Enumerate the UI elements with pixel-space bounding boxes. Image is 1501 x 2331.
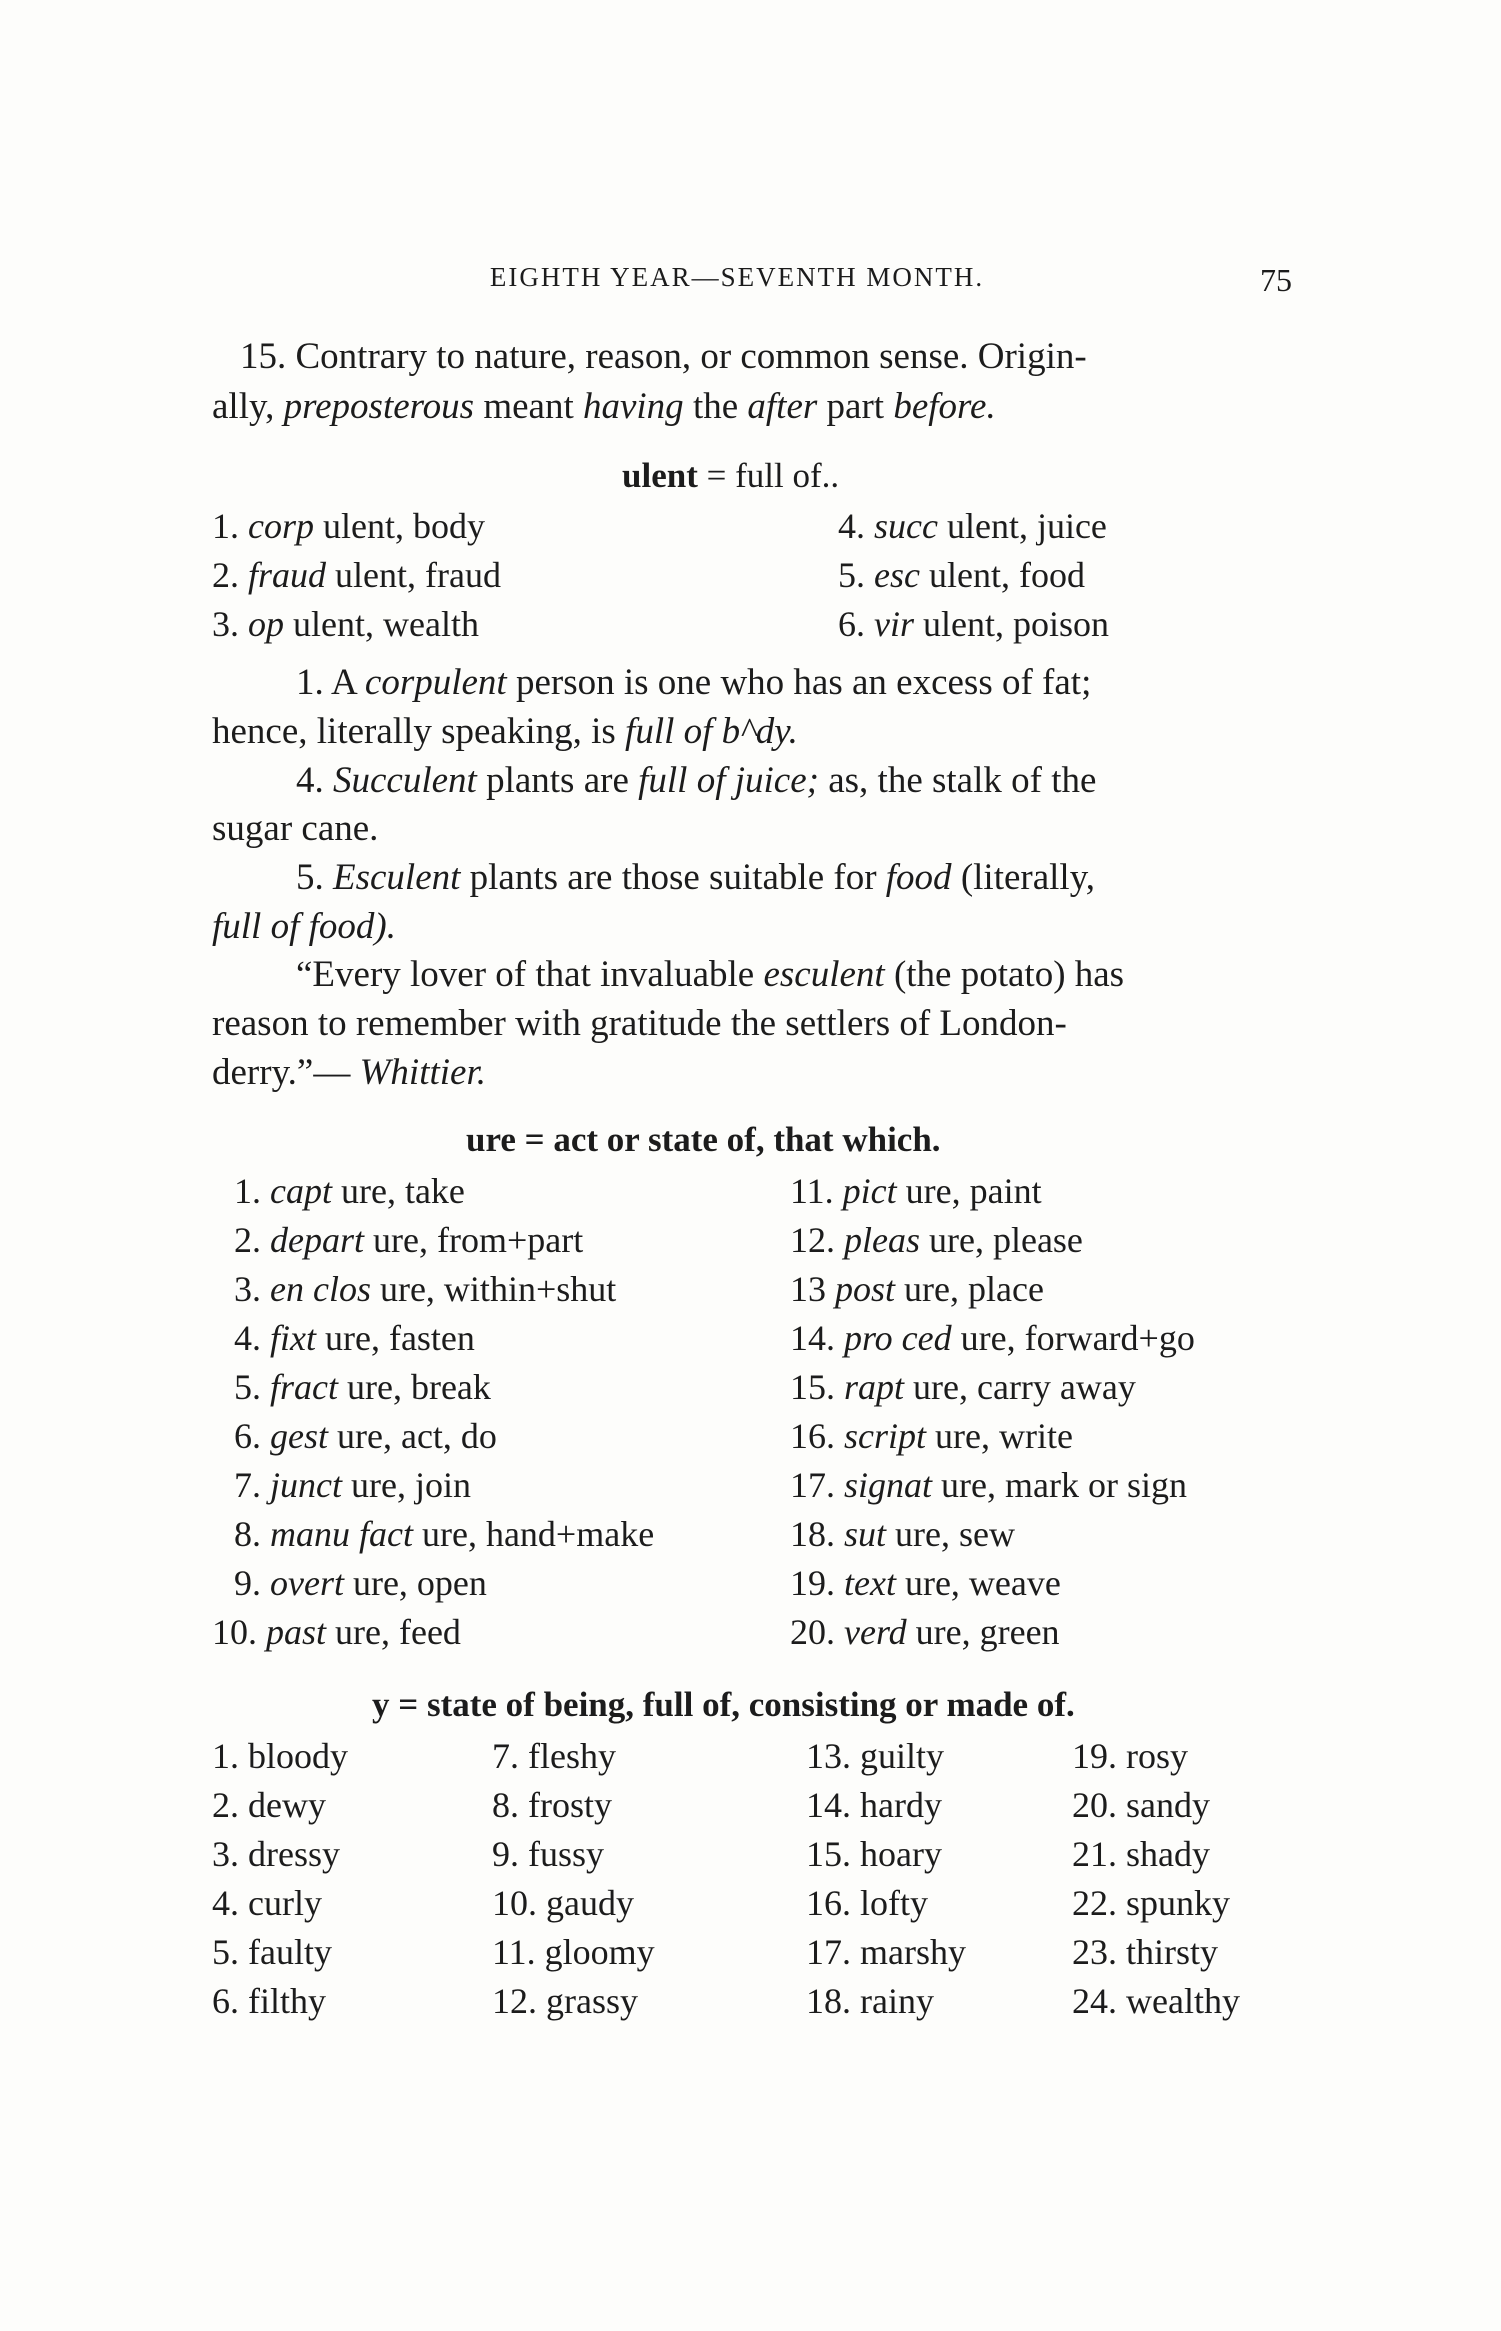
- ulent-note-4-line-2: sugar cane.: [212, 808, 379, 849]
- ulent-note-5-line-2: full of food).: [212, 906, 396, 947]
- y-item: 11. gloomy: [492, 1932, 655, 1972]
- ure-item: 2. depart ure, from+part: [234, 1220, 584, 1260]
- ulent-note-4-line-1: 4. Succulent plants are full of juice; as, the stalk of the: [296, 760, 1097, 801]
- y-item: 5. faulty: [212, 1932, 332, 1972]
- note-15-line-1: 15. Contrary to nature, reason, or common sense. Origin-: [240, 336, 1087, 377]
- ure-item: 4. fixt ure, fasten: [234, 1318, 475, 1358]
- quote-line-3: derry.”— Whittier.: [212, 1052, 487, 1093]
- ure-item: 11. pict ure, paint: [790, 1171, 1042, 1211]
- ure-heading: ure = act or state of, that which.: [466, 1120, 941, 1159]
- quote-line-1: “Every lover of that invaluable esculent (the potato) has: [296, 954, 1125, 995]
- ulent-item: 6. vir ulent, poison: [838, 604, 1109, 644]
- ure-item: 7. junct ure, join: [234, 1465, 471, 1505]
- y-item: 7. fleshy: [492, 1736, 616, 1776]
- ure-item: 3. en clos ure, within+shut: [234, 1269, 617, 1309]
- ulent-heading: ulent = full of..: [622, 456, 840, 495]
- y-item: 15. hoary: [806, 1834, 942, 1874]
- note-15-line-2: ally, preposterous meant having the after part before.: [212, 386, 996, 427]
- y-item: 1. bloody: [212, 1736, 349, 1776]
- ure-item: 5. fract ure, break: [234, 1367, 491, 1407]
- y-item: 20. sandy: [1072, 1785, 1210, 1825]
- y-item: 24. wealthy: [1072, 1981, 1240, 2021]
- ure-item: 13 post ure, place: [790, 1269, 1044, 1309]
- y-item: 4. curly: [212, 1883, 322, 1923]
- ure-item: 14. pro ced ure, forward+go: [790, 1318, 1195, 1358]
- y-item: 17. marshy: [806, 1932, 966, 1972]
- y-item: 9. fussy: [492, 1834, 605, 1874]
- ulent-item: 5. esc ulent, food: [838, 555, 1085, 595]
- ulent-note-1-line-2: hence, literally speaking, is full of b^dy.: [212, 711, 798, 752]
- y-item: 13. guilty: [806, 1736, 945, 1776]
- y-item: 8. frosty: [492, 1785, 612, 1825]
- ure-item: 15. rapt ure, carry away: [790, 1367, 1136, 1407]
- ulent-item: 2. fraud ulent, fraud: [212, 555, 501, 595]
- y-heading: y = state of being, full of, consisting or made of.: [372, 1685, 1075, 1724]
- ulent-note-5-line-1: 5. Esculent plants are those suitable for food (literally,: [296, 857, 1096, 898]
- y-item: 19. rosy: [1072, 1736, 1188, 1776]
- y-item: 21. shady: [1072, 1834, 1210, 1874]
- running-head: [212, 262, 1292, 302]
- y-item: 22. spunky: [1072, 1883, 1231, 1923]
- ure-item: 18. sut ure, sew: [790, 1514, 1015, 1554]
- y-item: 16. lofty: [806, 1883, 928, 1923]
- ure-item: 6. gest ure, act, do: [234, 1416, 497, 1456]
- y-item: 10. gaudy: [492, 1883, 634, 1923]
- y-item: 14. hardy: [806, 1785, 942, 1825]
- y-item: 2. dewy: [212, 1785, 326, 1825]
- y-item: 3. dressy: [212, 1834, 340, 1874]
- y-item: 6. filthy: [212, 1981, 326, 2021]
- ure-item: 20. verd ure, green: [790, 1612, 1060, 1652]
- ure-item: 1. capt ure, take: [234, 1171, 465, 1211]
- y-item: 23. thirsty: [1072, 1932, 1219, 1972]
- ure-item: 12. pleas ure, please: [790, 1220, 1083, 1260]
- ure-item: 10. past ure, feed: [212, 1612, 461, 1652]
- ure-item: 17. signat ure, mark or sign: [790, 1465, 1187, 1505]
- quote-line-2: reason to remember with gratitude the settlers of London-: [212, 1003, 1067, 1044]
- ure-item: 9. overt ure, open: [234, 1563, 487, 1603]
- y-item: 18. rainy: [806, 1981, 934, 2021]
- running-head-title: EIGHTH YEAR—SEVENTH MONTH.: [489, 262, 985, 292]
- ulent-note-1-line-1: 1. A corpulent person is one who has an excess of fat;: [296, 662, 1092, 703]
- ure-item: 16. script ure, write: [790, 1416, 1073, 1456]
- ulent-item: 1. corp ulent, body: [212, 506, 485, 546]
- ulent-item: 3. op ulent, wealth: [212, 604, 479, 644]
- page-number: 75: [1260, 262, 1292, 298]
- ulent-item: 4. succ ulent, juice: [838, 506, 1107, 546]
- ure-item: 19. text ure, weave: [790, 1563, 1061, 1603]
- ure-item: 8. manu fact ure, hand+make: [234, 1514, 655, 1554]
- y-item: 12. grassy: [492, 1981, 638, 2021]
